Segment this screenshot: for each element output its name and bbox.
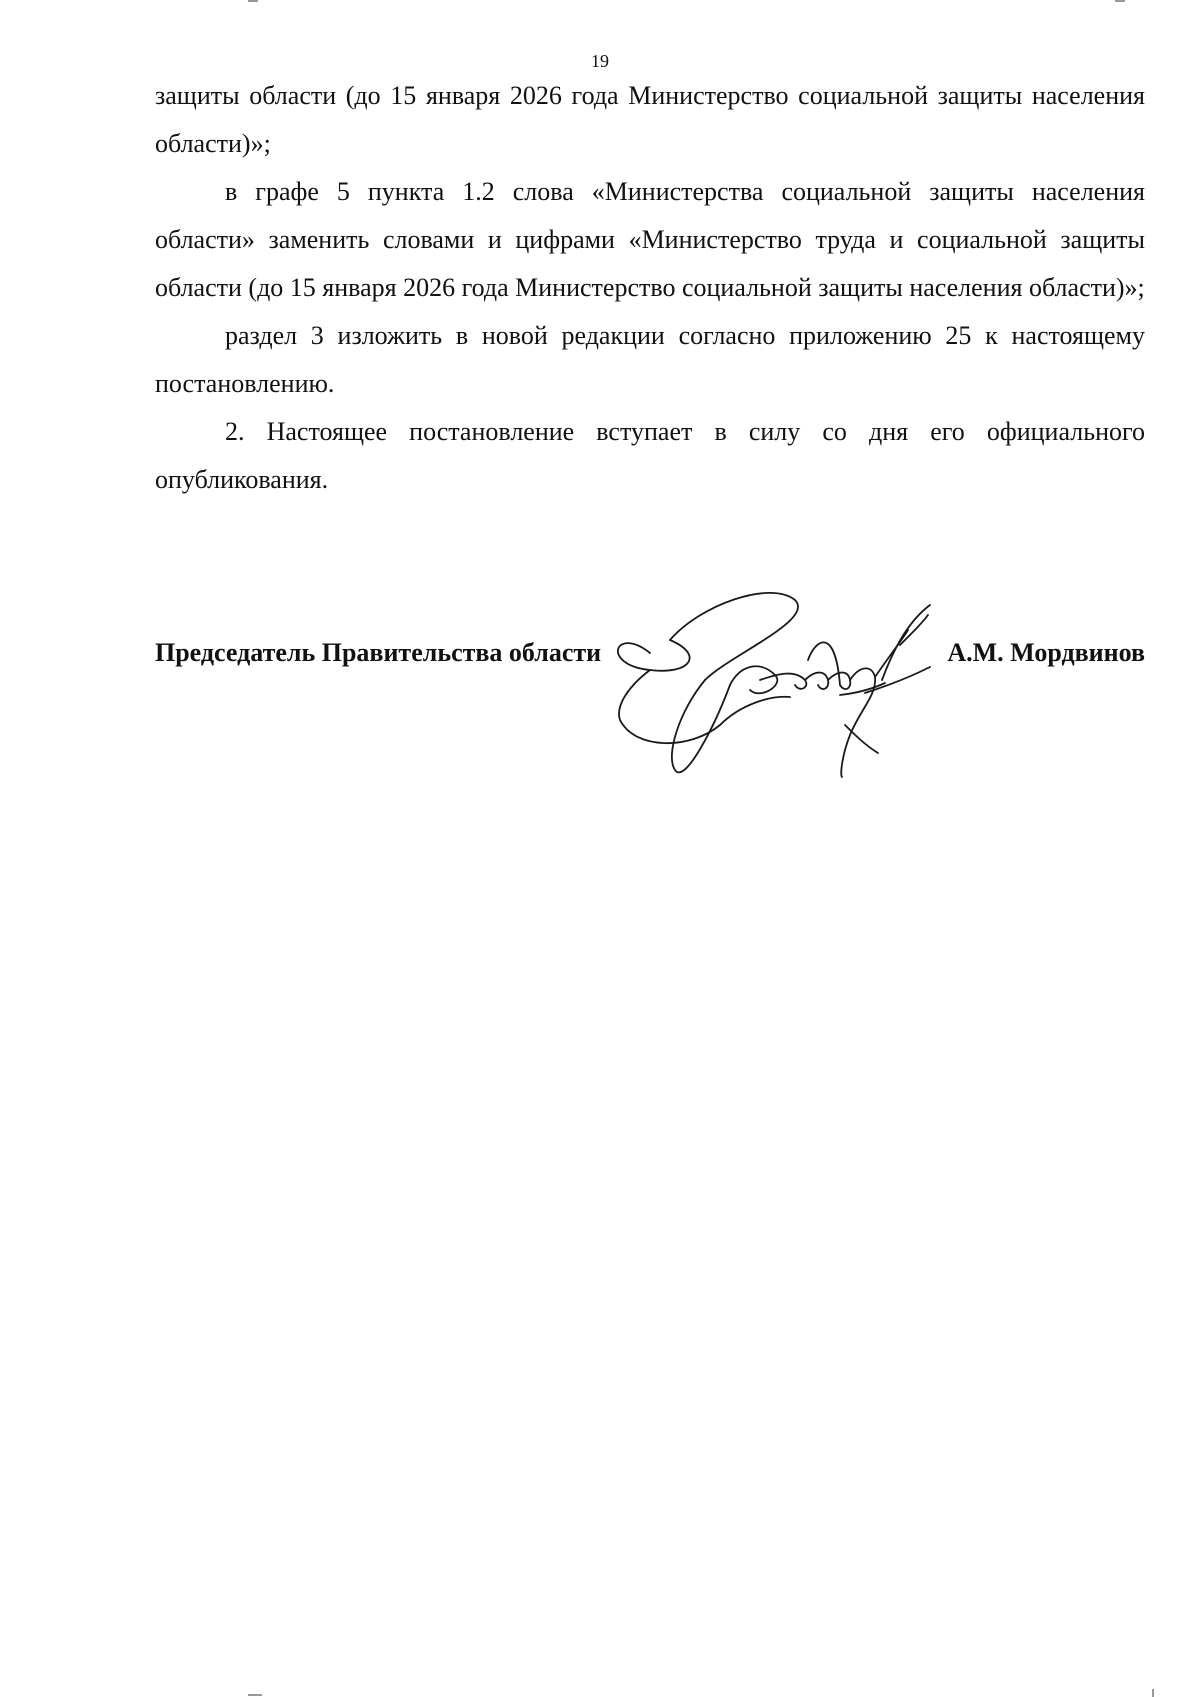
scan-mark-top-left bbox=[248, 0, 258, 2]
handwritten-signature bbox=[610, 585, 970, 780]
page-number: 19 bbox=[591, 51, 609, 71]
paragraph-section-3: раздел 3 изложить в новой редакции согласно приложению 25 к настоящему постановлению. bbox=[155, 321, 1145, 398]
document-body bbox=[155, 72, 1145, 504]
signer-title: Председатель Правительства области bbox=[155, 638, 602, 667]
scan-mark-top-right bbox=[1115, 0, 1125, 2]
paragraph-amendment-column-5: в графе 5 пункта 1.2 слова «Министерства социальной защиты населения области» заменить словами и цифрами «Министерство труда и социальной защиты области (до 15 января 2026 года Министерство социальной защиты населения области)»; bbox=[155, 177, 1145, 302]
scan-mark-bottom-right bbox=[1152, 1689, 1154, 1697]
scan-mark-bottom-left bbox=[248, 1694, 262, 1696]
signer-name: А.М. Мордвинов bbox=[947, 638, 1145, 667]
paragraph-continuation: защиты области (до 15 января 2026 года Министерство социальной защиты населения области)»; bbox=[155, 81, 1145, 158]
paragraph-effective-date: 2. Настоящее постановление вступает в силу со дня его официального опубликования. bbox=[155, 417, 1145, 494]
